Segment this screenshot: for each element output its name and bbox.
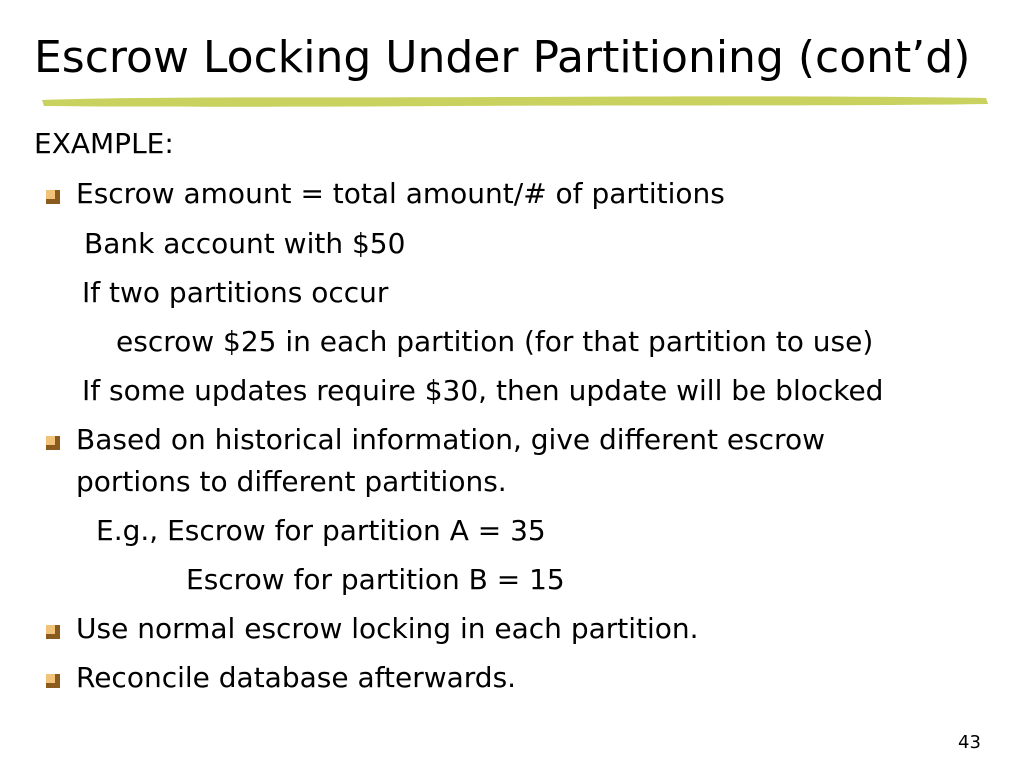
bullet-text: Use normal escrow locking in each partition. [76,612,699,645]
bullet-text: Escrow amount = total amount/# of partitions [76,177,725,210]
square-bullet-icon [46,624,60,638]
example-heading: EXAMPLE: [34,127,174,160]
slide-title: Escrow Locking Under Partitioning (cont’d) [34,32,971,83]
square-bullet-icon [46,189,60,203]
sub-line: Bank account with $50 [84,227,406,260]
title-underline-stroke [40,92,990,110]
slide-number: 43 [958,732,981,753]
sub-line: E.g., Escrow for partition A = 35 [96,514,546,547]
sub-line: Escrow for partition B = 15 [186,563,565,596]
sub-line: If two partitions occur [82,276,389,309]
square-bullet-icon [46,435,60,449]
bullet-text: Reconcile database afterwards. [76,661,517,694]
square-bullet-icon [46,673,60,687]
sub-sub-line: escrow $25 in each partition (for that partition to use) [116,325,874,358]
sub-line: If some updates require $30, then update will be blocked [82,374,884,407]
bullet-text-continuation: portions to different partitions. [76,465,507,498]
bullet-text: Based on historical information, give different escrow [76,423,825,456]
